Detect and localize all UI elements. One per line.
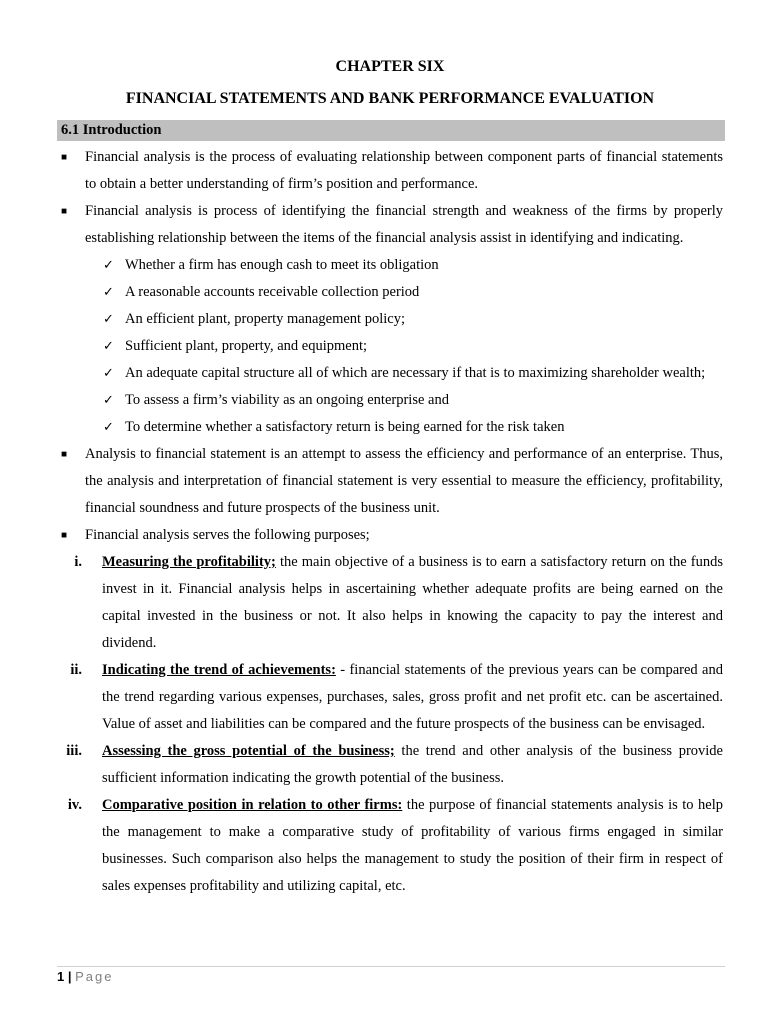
bullet-text: Analysis to financial statement is an attempt to assess the efficiency and performance of an enterprise. Thus, the analysis and interpretation of financial statement is very essential to measure the efficiency, profitability, financial soundness and future prospects of the business unit.: [85, 446, 723, 516]
purpose-item: [0, 657, 768, 738]
check-text: Sufficient plant, property, and equipment;: [125, 338, 368, 354]
check-text: To determine whether a satisfactory return is being earned for the risk taken: [125, 419, 565, 435]
check-text: Whether a firm has enough cash to meet its obligation: [125, 257, 439, 273]
chapter-title: CHAPTER SIX: [335, 58, 445, 75]
purpose-body: - financial statements of the previous years can be compared and the trend regarding various expenses, purchases, sales, gross profit and net profit etc. can be ascertained. Value of asset and liabilities can be compared and the future prospects of the business can be envisaged.: [102, 662, 723, 732]
bullet-item: [0, 144, 768, 198]
roman-numeral: iv.: [67, 797, 82, 813]
check-text: To assess a firm’s viability as an ongoing enterprise and: [125, 392, 449, 408]
bullet-text: Financial analysis is process of identifying the financial strength and weakness of the firms by properly establishing relationship between the items of the financial analysis assist in identifying and indicating.: [85, 203, 723, 246]
purpose-body: the main objective of a business is to earn a satisfactory return on the funds invest in it. Financial analysis helps in ascertaining whether adequate profits are being earned on the capital invested in the business or not. It also helps in knowing the capacity to pay the interest and dividend.: [102, 554, 723, 651]
bullet-item: [0, 198, 768, 252]
square-bullet-icon: ■: [61, 449, 68, 460]
checkmark-icon: ✓: [103, 258, 114, 273]
section-heading: 6.1 Introduction: [57, 120, 725, 141]
checkmark-icon: ✓: [103, 339, 114, 354]
check-text: A reasonable accounts receivable collection period: [125, 284, 420, 300]
square-bullet-icon: ■: [61, 152, 68, 163]
roman-numeral: i.: [74, 554, 82, 570]
checkmark-icon: ✓: [103, 420, 114, 435]
purpose-heading: Measuring the profitability;: [102, 554, 276, 570]
bullet-item: [0, 522, 768, 549]
purpose-body: the purpose of financial statements analysis is to help the management to make a comparative study of profitability of various firms engaged in similar businesses. Such comparison also helps the management to study the position of their firm in respect of sales expenses profitability and utilizing capital, etc.: [102, 797, 723, 894]
check-text: An adequate capital structure all of which are necessary if that is to maximizing shareholder wealth;: [125, 365, 706, 381]
purpose-heading: Comparative position in relation to other firms:: [102, 797, 403, 813]
check-item: [0, 333, 768, 360]
check-item: [0, 279, 768, 306]
checkmark-icon: ✓: [103, 366, 114, 381]
bullet-text: Financial analysis is the process of evaluating relationship between component parts of financial statements to obtain a better understanding of firm’s position and performance.: [85, 149, 723, 192]
check-item: [0, 360, 768, 387]
page-number: 1: [57, 969, 65, 984]
checkmark-icon: ✓: [103, 312, 114, 327]
footer-separator: |: [67, 969, 72, 984]
document-body: [0, 144, 768, 900]
bullet-item: [0, 441, 768, 522]
checkmark-icon: ✓: [103, 285, 114, 300]
check-item: [0, 306, 768, 333]
purpose-text: [102, 738, 723, 792]
check-item: [0, 252, 768, 279]
purpose-text: [102, 657, 723, 738]
purpose-item: [0, 549, 768, 657]
roman-numeral: ii.: [70, 662, 82, 678]
purpose-item: [0, 738, 768, 792]
purpose-heading: Indicating the trend of achievements:: [102, 662, 336, 678]
check-text: An efficient plant, property management policy;: [125, 311, 405, 327]
check-item: [0, 414, 768, 441]
purpose-text: [102, 792, 723, 900]
checkmark-icon: ✓: [103, 393, 114, 408]
roman-numeral: iii.: [66, 743, 82, 759]
page-label: Page: [75, 969, 114, 984]
purpose-item: [0, 792, 768, 900]
square-bullet-icon: ■: [61, 530, 68, 541]
document-title: FINANCIAL STATEMENTS AND BANK PERFORMANCE EVALUATION: [125, 90, 655, 107]
page-footer: [57, 969, 114, 984]
square-bullet-icon: ■: [61, 206, 68, 217]
check-item: [0, 387, 768, 414]
purpose-text: [102, 549, 723, 657]
footer-divider: [57, 966, 725, 967]
bullet-text: Financial analysis serves the following purposes;: [85, 527, 370, 543]
purpose-body: the trend and other analysis of the business provide sufficient information indicating the growth potential of the business.: [102, 743, 723, 786]
purpose-heading: Assessing the gross potential of the business;: [102, 743, 395, 759]
